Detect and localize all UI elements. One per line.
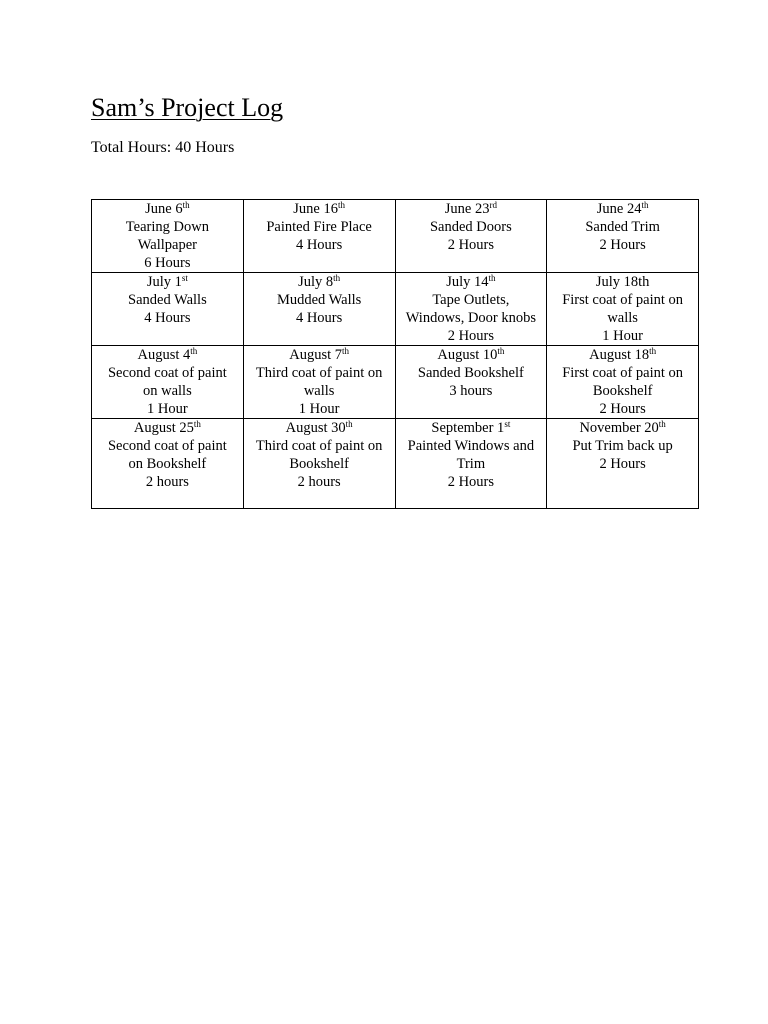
entry-text-line: 4 Hours bbox=[295, 310, 343, 326]
entry-date bbox=[246, 419, 393, 437]
entry-text-line: on walls bbox=[143, 383, 192, 399]
entry-date-text: November 20 bbox=[579, 420, 659, 436]
entry-date bbox=[94, 346, 241, 364]
entry-text-line: Bookshelf bbox=[592, 383, 653, 399]
entry-text-line: 4 Hours bbox=[144, 310, 191, 326]
entry-date-ordinal: th bbox=[333, 273, 341, 283]
entry-text-line: 2 hours bbox=[145, 474, 189, 490]
entry-text-line: Painted Fire Place bbox=[266, 219, 372, 235]
entry-text-line: 2 Hours bbox=[447, 328, 495, 344]
entry-text-line: Tape Outlets, bbox=[432, 292, 510, 308]
log-entry-cell bbox=[395, 419, 547, 509]
entry-text-line: First coat of paint on bbox=[562, 292, 684, 308]
entry-text-line: 2 hours bbox=[297, 474, 341, 490]
log-entry-cell bbox=[547, 419, 699, 509]
entry-date bbox=[94, 273, 241, 291]
entry-text-line: 1 Hour bbox=[147, 401, 188, 417]
entry-date-text: June 6 bbox=[145, 201, 183, 217]
log-entry-cell bbox=[243, 200, 395, 273]
entry-date-ordinal: th bbox=[337, 200, 345, 210]
entry-date-ordinal: th bbox=[658, 419, 666, 429]
entry-date-text: June 24 bbox=[596, 201, 642, 217]
entry-date bbox=[246, 346, 393, 364]
entry-date-text: July 14 bbox=[446, 274, 489, 290]
entry-date bbox=[398, 273, 545, 291]
entry-date-text: July 1 bbox=[146, 274, 182, 290]
entry-text-line: Sanded Trim bbox=[585, 219, 660, 235]
log-entry-cell bbox=[92, 200, 244, 273]
entry-date-ordinal: st bbox=[181, 273, 188, 283]
table-row bbox=[92, 273, 699, 346]
entry-date-text: August 10 bbox=[437, 347, 498, 363]
log-entry-cell bbox=[395, 200, 547, 273]
entry-text-line: Put Trim back up bbox=[572, 438, 673, 454]
entry-date bbox=[549, 346, 696, 364]
log-entry-cell bbox=[243, 419, 395, 509]
entry-text-line: Wallpaper bbox=[137, 237, 197, 253]
entry-date-text: August 25 bbox=[133, 420, 194, 436]
entry-text-line: Third coat of paint on bbox=[255, 365, 383, 381]
entry-text-line: Bookshelf bbox=[289, 456, 349, 472]
entry-date-ordinal: th bbox=[190, 346, 198, 356]
project-log-table bbox=[91, 199, 699, 509]
entry-text-line: 1 Hour bbox=[602, 328, 643, 344]
entry-date-ordinal: th bbox=[649, 346, 657, 356]
entry-date-text: June 23 bbox=[444, 201, 490, 217]
entry-text-line: Painted Windows and bbox=[407, 438, 535, 454]
entry-text-line: Second coat of paint bbox=[107, 365, 227, 381]
log-entry-cell bbox=[547, 273, 699, 346]
entry-date bbox=[94, 200, 241, 218]
entry-date-ordinal: th bbox=[193, 419, 201, 429]
entry-date-text: August 30 bbox=[285, 420, 346, 436]
entry-text-line: Third coat of paint on bbox=[255, 438, 383, 454]
entry-text-line: Second coat of paint bbox=[107, 438, 227, 454]
entry-date bbox=[94, 419, 241, 437]
entry-date bbox=[549, 200, 696, 218]
log-entry-cell bbox=[395, 346, 547, 419]
page-title: Sam’s Project Log bbox=[91, 93, 284, 122]
table-row bbox=[92, 346, 699, 419]
log-entry-cell bbox=[92, 273, 244, 346]
entry-date-text: August 7 bbox=[289, 347, 342, 363]
table-row bbox=[92, 200, 699, 273]
entry-text-line: 4 Hours bbox=[295, 237, 343, 253]
log-entry-cell bbox=[92, 346, 244, 419]
log-entry-cell bbox=[547, 200, 699, 273]
log-entry-cell bbox=[547, 346, 699, 419]
entry-text-line: 2 Hours bbox=[447, 474, 495, 490]
entry-text-line: Tearing Down bbox=[125, 219, 209, 235]
entry-date-ordinal: st bbox=[504, 419, 511, 429]
log-entry-cell bbox=[243, 273, 395, 346]
log-entry-cell bbox=[92, 419, 244, 509]
entry-date bbox=[549, 273, 696, 291]
total-hours-label: Total Hours: 40 Hours bbox=[91, 139, 235, 156]
entry-date-text: July 18th bbox=[595, 274, 650, 290]
entry-text-line: 2 Hours bbox=[599, 401, 646, 417]
entry-date-ordinal: th bbox=[342, 346, 350, 356]
entry-text-line: 2 Hours bbox=[447, 237, 495, 253]
entry-text-line: 1 Hour bbox=[298, 401, 340, 417]
entry-text-line: Sanded Walls bbox=[128, 292, 207, 308]
entry-text-line: 2 Hours bbox=[599, 237, 646, 253]
entry-date-text: August 4 bbox=[137, 347, 191, 363]
entry-date-ordinal: th bbox=[641, 200, 649, 210]
entry-date-text: August 18 bbox=[589, 347, 650, 363]
entry-date bbox=[398, 200, 545, 218]
entry-text-line: Mudded Walls bbox=[276, 292, 362, 308]
table-row bbox=[92, 419, 699, 509]
entry-text-line: Trim bbox=[456, 456, 486, 472]
entry-text-line: Sanded Doors bbox=[429, 219, 512, 235]
entry-date-text: July 8 bbox=[298, 274, 334, 290]
entry-date bbox=[246, 200, 393, 218]
entry-date bbox=[398, 346, 545, 364]
entry-text-line: 3 hours bbox=[449, 383, 493, 399]
entry-text-line: on Bookshelf bbox=[128, 456, 207, 472]
entry-text-line: 2 Hours bbox=[599, 456, 646, 472]
log-entry-cell bbox=[243, 346, 395, 419]
entry-date bbox=[398, 419, 545, 437]
entry-date-ordinal: rd bbox=[489, 200, 497, 210]
entry-text-line: 6 Hours bbox=[144, 255, 191, 271]
log-entry-cell bbox=[395, 273, 547, 346]
entry-text-line: walls bbox=[607, 310, 638, 326]
entry-date-ordinal: th bbox=[497, 346, 505, 356]
entry-date-text: June 16 bbox=[293, 201, 338, 217]
entry-date-text: September 1 bbox=[431, 420, 505, 436]
entry-text-line: First coat of paint on bbox=[562, 365, 684, 381]
entry-date-ordinal: th bbox=[488, 273, 496, 283]
entry-text-line: Windows, Door knobs bbox=[405, 310, 537, 326]
entry-date bbox=[549, 419, 696, 437]
entry-date-ordinal: th bbox=[182, 200, 190, 210]
entry-text-line: Sanded Bookshelf bbox=[417, 365, 524, 381]
entry-date bbox=[246, 273, 393, 291]
entry-date-ordinal: th bbox=[345, 419, 353, 429]
entry-text-line: walls bbox=[303, 383, 335, 399]
